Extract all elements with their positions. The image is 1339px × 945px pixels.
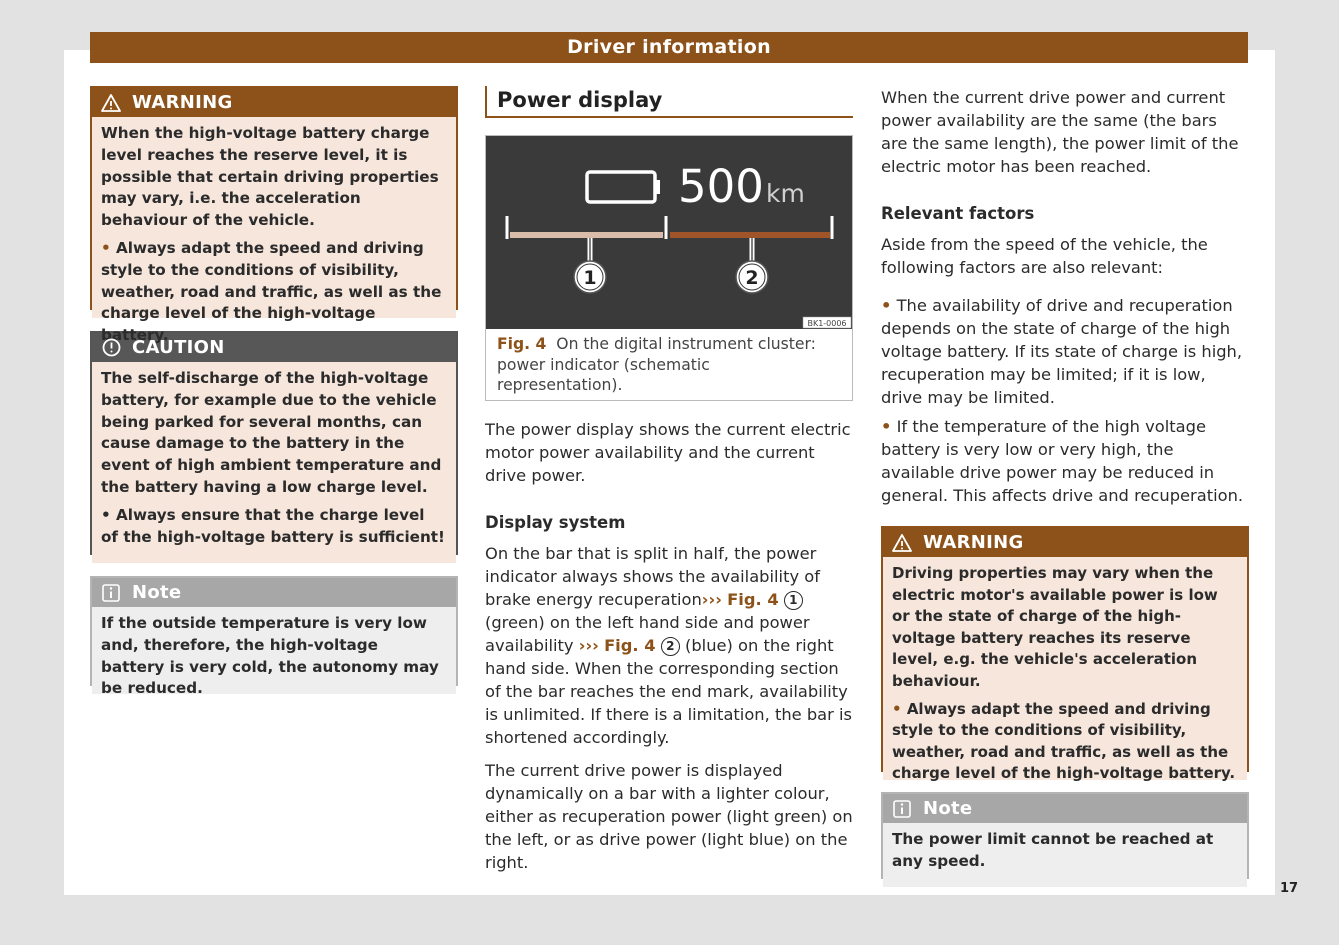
recuperation-bar [510, 232, 663, 238]
power-display-intro: The power display shows the current electric motor power availability and the current drive power. [485, 420, 851, 485]
page-header: Driver information [90, 32, 1248, 63]
warning-bullet: • Always adapt the speed and driving style to the conditions of visibility, weather, road and traffic, as well as the charge level of the high-voltage battery. [101, 238, 442, 345]
warning-body [883, 557, 1247, 783]
warning-title: WARNING [132, 92, 233, 113]
right-column [881, 86, 1249, 870]
caution-title: CAUTION [132, 337, 225, 358]
instrument-cluster-image [486, 136, 852, 329]
drive-power-bar [670, 232, 830, 238]
note-title: Note [923, 798, 973, 819]
bullet-icon: • [881, 417, 892, 436]
factor-bullet-1: • The availability of drive and recuperation depends on the state of charge of the high voltage battery. If its state of charge is high, recuperation may be limited; if it is low, drive may be limited. [881, 296, 1243, 407]
svg-text:2: 2 [745, 267, 759, 289]
relevant-factors-heading: Relevant factors [881, 204, 1035, 223]
caption-label: Fig. 4 [497, 335, 547, 353]
callout-2-inline: 2 [661, 637, 680, 656]
warning-box [90, 86, 458, 345]
warning-triangle-icon [100, 92, 122, 114]
caution-bullet: • Always ensure that the charge level of the high-voltage battery is sufficient! [101, 505, 445, 546]
note-header [883, 794, 1247, 823]
svg-text:1: 1 [583, 267, 597, 289]
figure-caption [497, 334, 837, 396]
warning-triangle-icon [891, 532, 913, 554]
warning-title: WARNING [923, 532, 1024, 553]
caution-body [92, 362, 456, 563]
section-title: Power display [485, 86, 853, 118]
caution-header [92, 333, 456, 362]
cross-ref-arrows: ››› [701, 590, 722, 609]
callout-1-inline: 1 [784, 591, 803, 610]
info-icon [891, 798, 913, 820]
bullet-icon: • [892, 699, 902, 718]
page-number: 17 [1280, 881, 1299, 896]
note-box [90, 576, 458, 698]
note-header [92, 578, 456, 607]
image-code: BK1-0006 [807, 319, 847, 328]
caption-text: On the digital instrument cluster: power indicator (schematic representation). [497, 335, 816, 394]
fig-ref-link[interactable]: Fig. 4 [604, 636, 656, 655]
bullet-icon: • [881, 296, 892, 315]
note-body [92, 607, 456, 698]
caution-exclamation-icon [100, 337, 122, 359]
warning-header [92, 88, 456, 117]
display-system-heading: Display system [485, 513, 626, 532]
warning-body [92, 117, 456, 345]
caution-box [90, 331, 458, 555]
factor-bullet-2: • If the temperature of the high voltage battery is very low or very high, the available drive power may be reduced in general. This affects drive and recuperation. [881, 417, 1244, 505]
middle-column [485, 86, 853, 874]
warning-header [883, 528, 1247, 557]
left-column [90, 86, 458, 698]
display-system-text: On the bar that is split in half, the power indicator always shows the availability of brake energy recuperation››› Fig. 4 1 (green) on the left hand side and power availability ››› Fig. 4 2 (blue) on the right hand side. When the corresponding section of the bar reaches the end mark, availability is unlimited. If there is a limitation, the bar is shortened accordingly. [485, 544, 853, 747]
fig-ref-link[interactable]: Fig. 4 [727, 590, 779, 609]
drive-power-text: The current drive power is displayed dynamically on a bar with a lighter colour, either as recuperation power (light green) on the left, or as drive power (light blue) on the right. [485, 761, 853, 872]
warning-box-2 [881, 526, 1249, 783]
bullet-icon: • [101, 238, 111, 257]
bullet-icon: • [101, 505, 111, 524]
power-limit-text: When the current drive power and current power availability are the same (the bars are the same length), the power limit of the electric motor has been reached. [881, 88, 1239, 176]
relevant-factors-intro: Aside from the speed of the vehicle, the following factors are also relevant: [881, 235, 1208, 277]
note-paragraph: If the outside temperature is very low and, therefore, the high-voltage battery is very cold, the autonomy may be reduced. [101, 614, 439, 698]
note-title: Note [132, 582, 182, 603]
note-body [883, 823, 1247, 887]
note-box-2 [881, 792, 1249, 879]
range-unit: km [766, 179, 805, 208]
note-paragraph: The power limit cannot be reached at any speed. [892, 830, 1214, 870]
warning-paragraph: When the high-voltage battery charge level reaches the reserve level, it is possible that certain driving properties may vary, i.e. the acceleration behaviour of the vehicle. [101, 124, 439, 230]
warning-paragraph: Driving properties may vary when the electric motor's available power is low or the state of charge of the high-voltage battery reaches its reserve level, e.g. the vehicle's acceleration behaviour. [892, 564, 1218, 690]
warning-bullet: • Always adapt the speed and driving style to the conditions of visibility, weather, road and traffic, as well as the charge level of the high-voltage battery. [892, 699, 1236, 783]
figure-4 [485, 135, 853, 401]
info-icon [100, 582, 122, 604]
caution-paragraph: The self-discharge of the high-voltage battery, for example due to the vehicle being parked for several months, can cause damage to the battery in the event of high ambient temperature and the battery having a low charge level. [101, 369, 442, 496]
range-value: 500 [678, 160, 764, 213]
